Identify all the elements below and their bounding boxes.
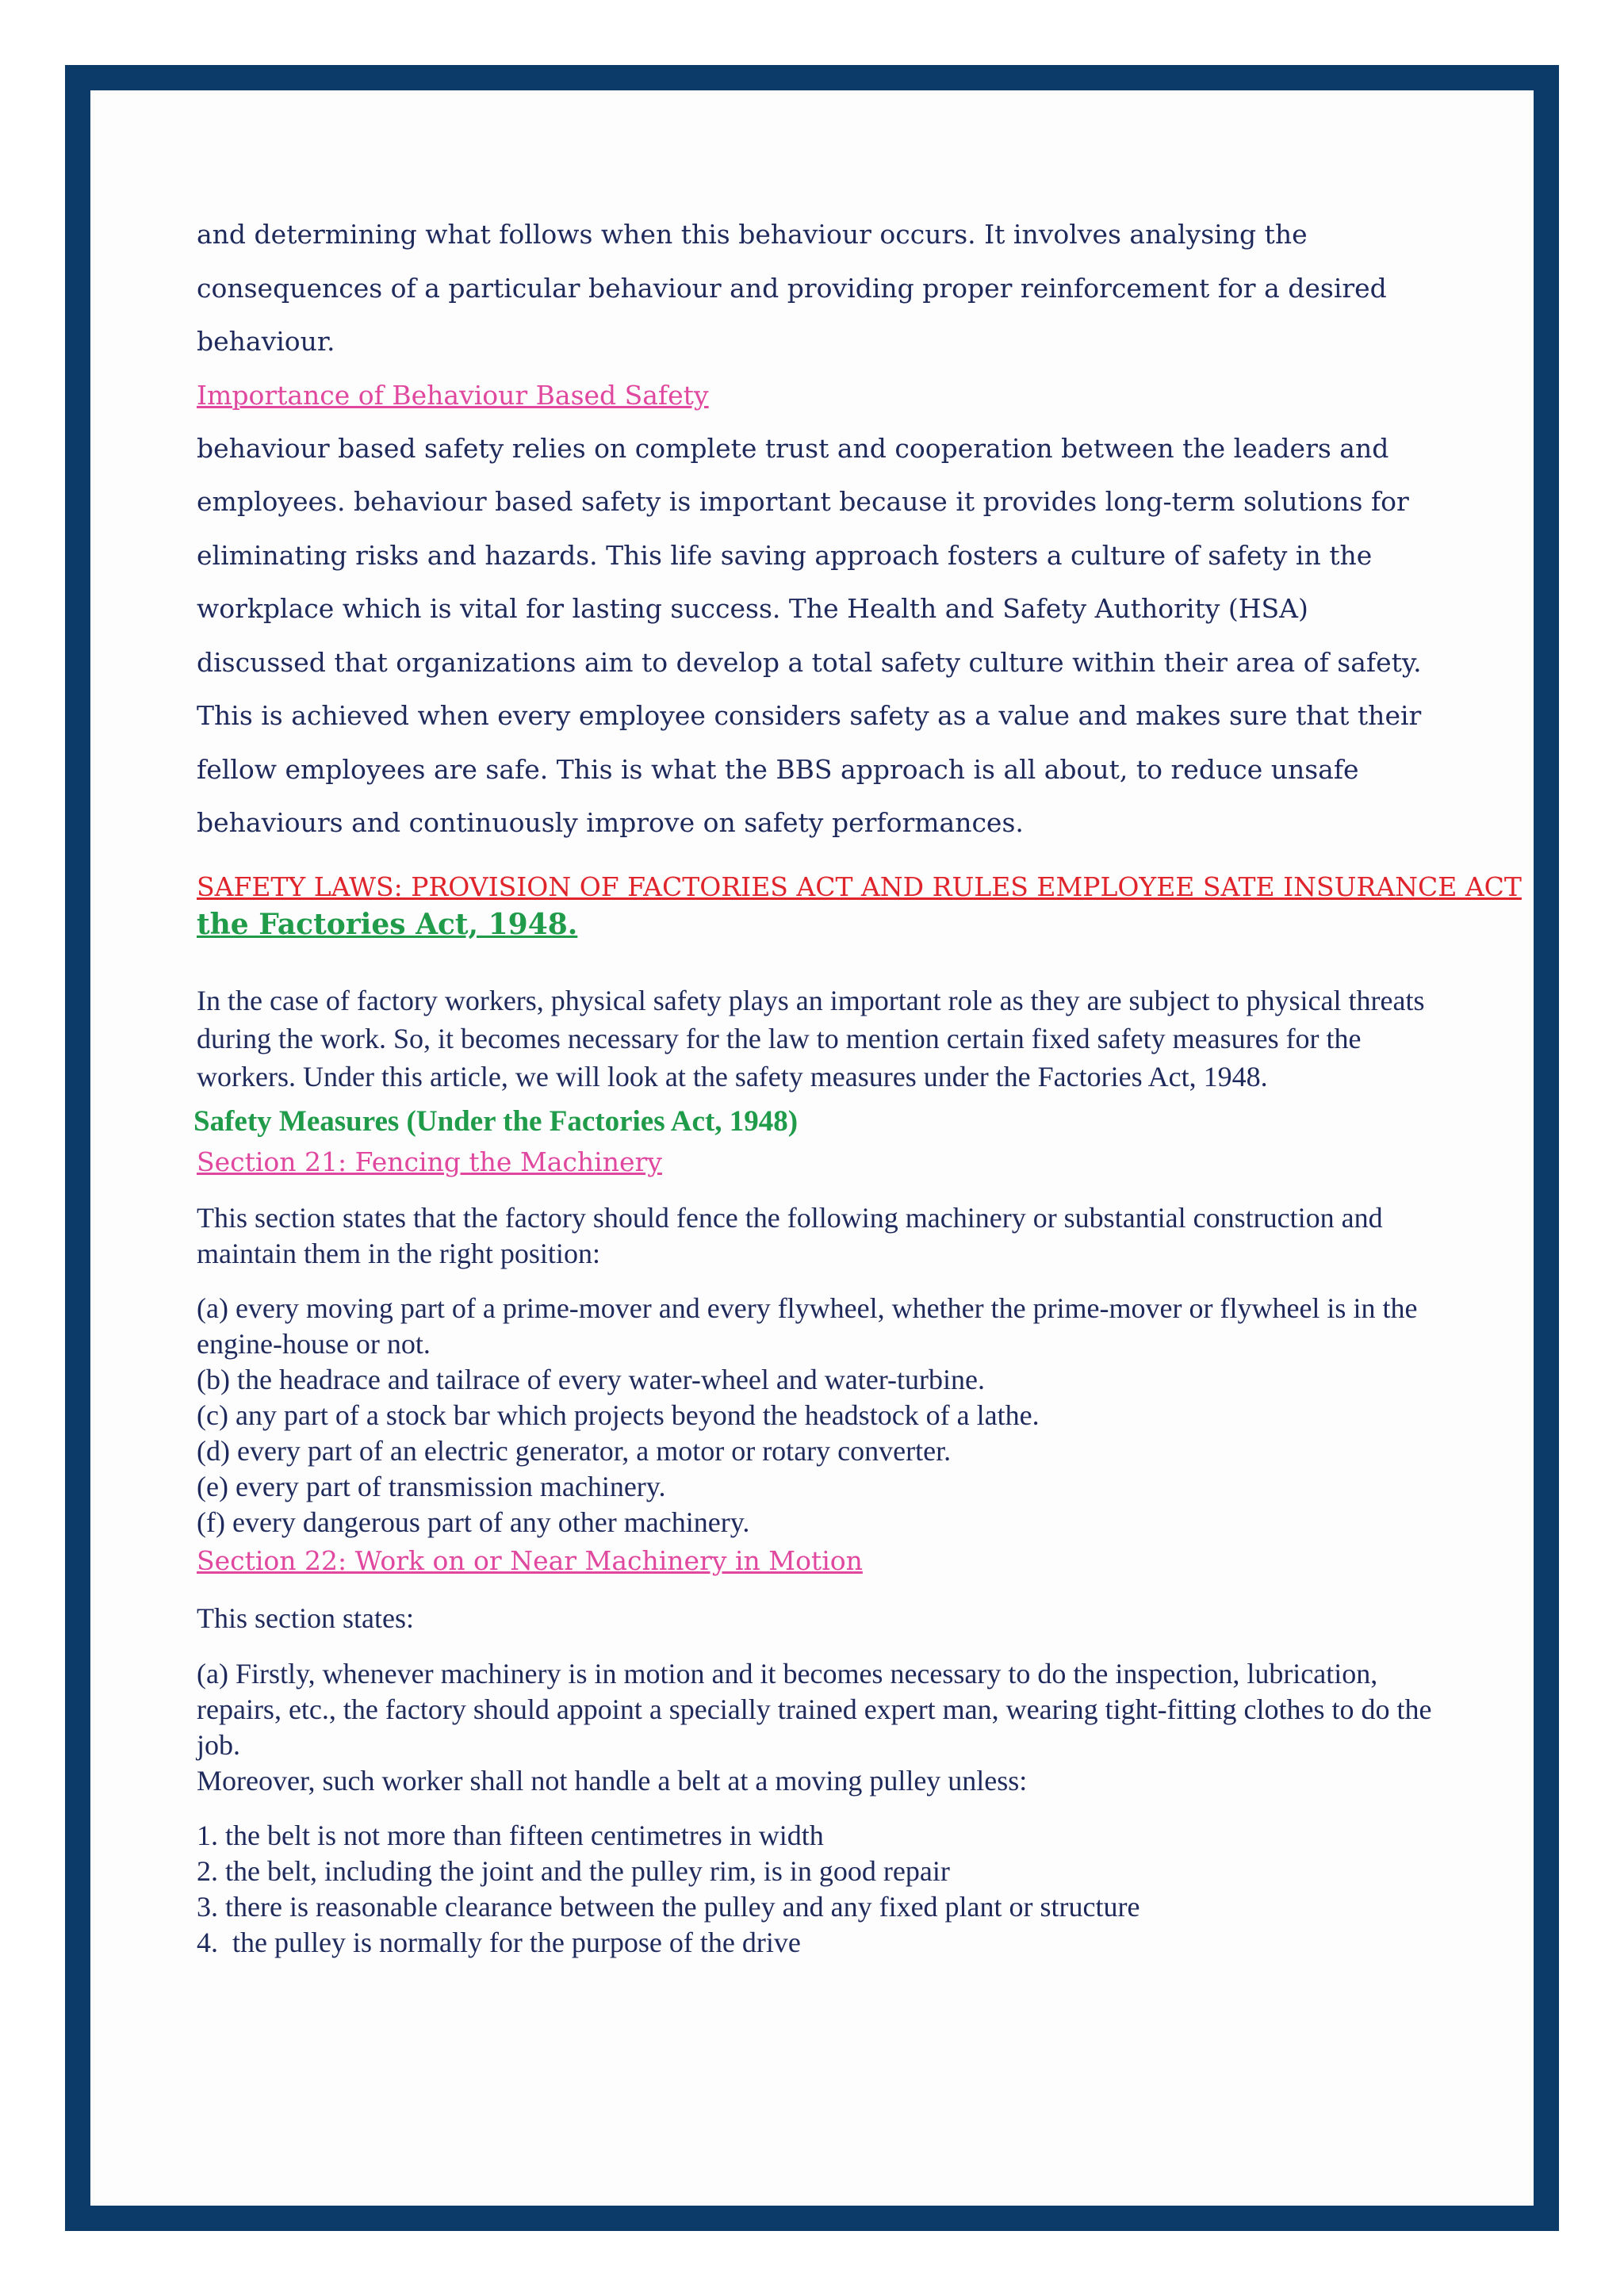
list-item: (c) any part of a stock bar which projects beyond the headstock of a lathe. [197,1399,1040,1431]
section22-para-moreover: Moreover, such worker shall not handle a belt at a moving pulley unless: [197,1764,1028,1797]
section22-para-a: (a) Firstly, whenever machinery is in motion and it becomes necessary to do the inspection, lubrication, repairs, etc., the factory should appoint a specially trained expert man, wearing tight-fitting clothes to do the job. [197,1657,1432,1761]
document-body [193,208,1522,1961]
section22-conditions [197,1818,1442,1961]
factories-act-heading: the Factories Act, 1948. [197,907,578,941]
factories-act-paragraph: In the case of factory workers, physical safety plays an important role as they are subject to physical threats during the work. So, it becomes necessary for the law to mention certain fixed safety measures for the workers. Under this article, we will look at the safety measures under the Factories Act, 1948. [197,984,1425,1093]
list-item: 3. there is reasonable clearance between the pulley and any fixed plant or structure [197,1890,1140,1923]
importance-heading: Importance of Behaviour Based Safety [197,379,709,411]
list-item: 4. the pulley is normally for the purpose of the drive [197,1926,801,1958]
safety-laws-heading: SAFETY LAWS: PROVISION OF FACTORIES ACT AND RULES EMPLOYEE SATE INSURANCE ACT [197,871,1522,902]
section21-heading: Section 21: Fencing the Machinery [197,1146,662,1177]
section22-intro: This section states: [197,1601,414,1634]
list-item: 1. the belt is not more than fifteen centimetres in width [197,1819,824,1851]
section21-list [197,1291,1442,1540]
list-item: (d) every part of an electric generator, a motor or rotary converter. [197,1434,952,1467]
list-item: (b) the headrace and tailrace of every water-wheel and water-turbine. [197,1363,985,1395]
list-item: (a) every moving part of a prime-mover and every flywheel, whether the prime-mover or flywheel is in the engine-house or not. [197,1292,1418,1360]
section22-heading: Section 22: Work on or Near Machinery in Motion [197,1544,863,1576]
importance-paragraph: behaviour based safety relies on complete trust and cooperation between the leaders and employees. behaviour based safety is important because it provides long-term solutions for eliminating risks and hazards. This life saving approach fosters a culture of safety in the workplace which is vital for lasting success. The Health and Safety Authority (HSA) discussed that organizations aim to develop a total safety culture within their area of safety. This is achieved when every employee considers safety as a value and makes sure that their fellow employees are safe. This is what the BBS approach is all about, to reduce unsafe behaviours and continuously improve on safety performances. [197,432,1422,838]
list-item: 2. the belt, including the joint and the pulley rim, is in good repair [197,1854,950,1887]
intro-paragraph: and determining what follows when this behaviour occurs. It involves analysing the consequences of a particular behaviour and providing proper reinforcement for a desired behaviour. [197,219,1387,357]
list-item: (e) every part of transmission machinery. [197,1470,666,1502]
section21-intro: This section states that the factory should fence the following machinery or substantial construction and maintain them in the right position: [197,1201,1383,1269]
safety-measures-heading: Safety Measures (Under the Factories Act, 1948) [193,1104,799,1138]
list-item: (f) every dangerous part of any other machinery. [197,1506,750,1538]
